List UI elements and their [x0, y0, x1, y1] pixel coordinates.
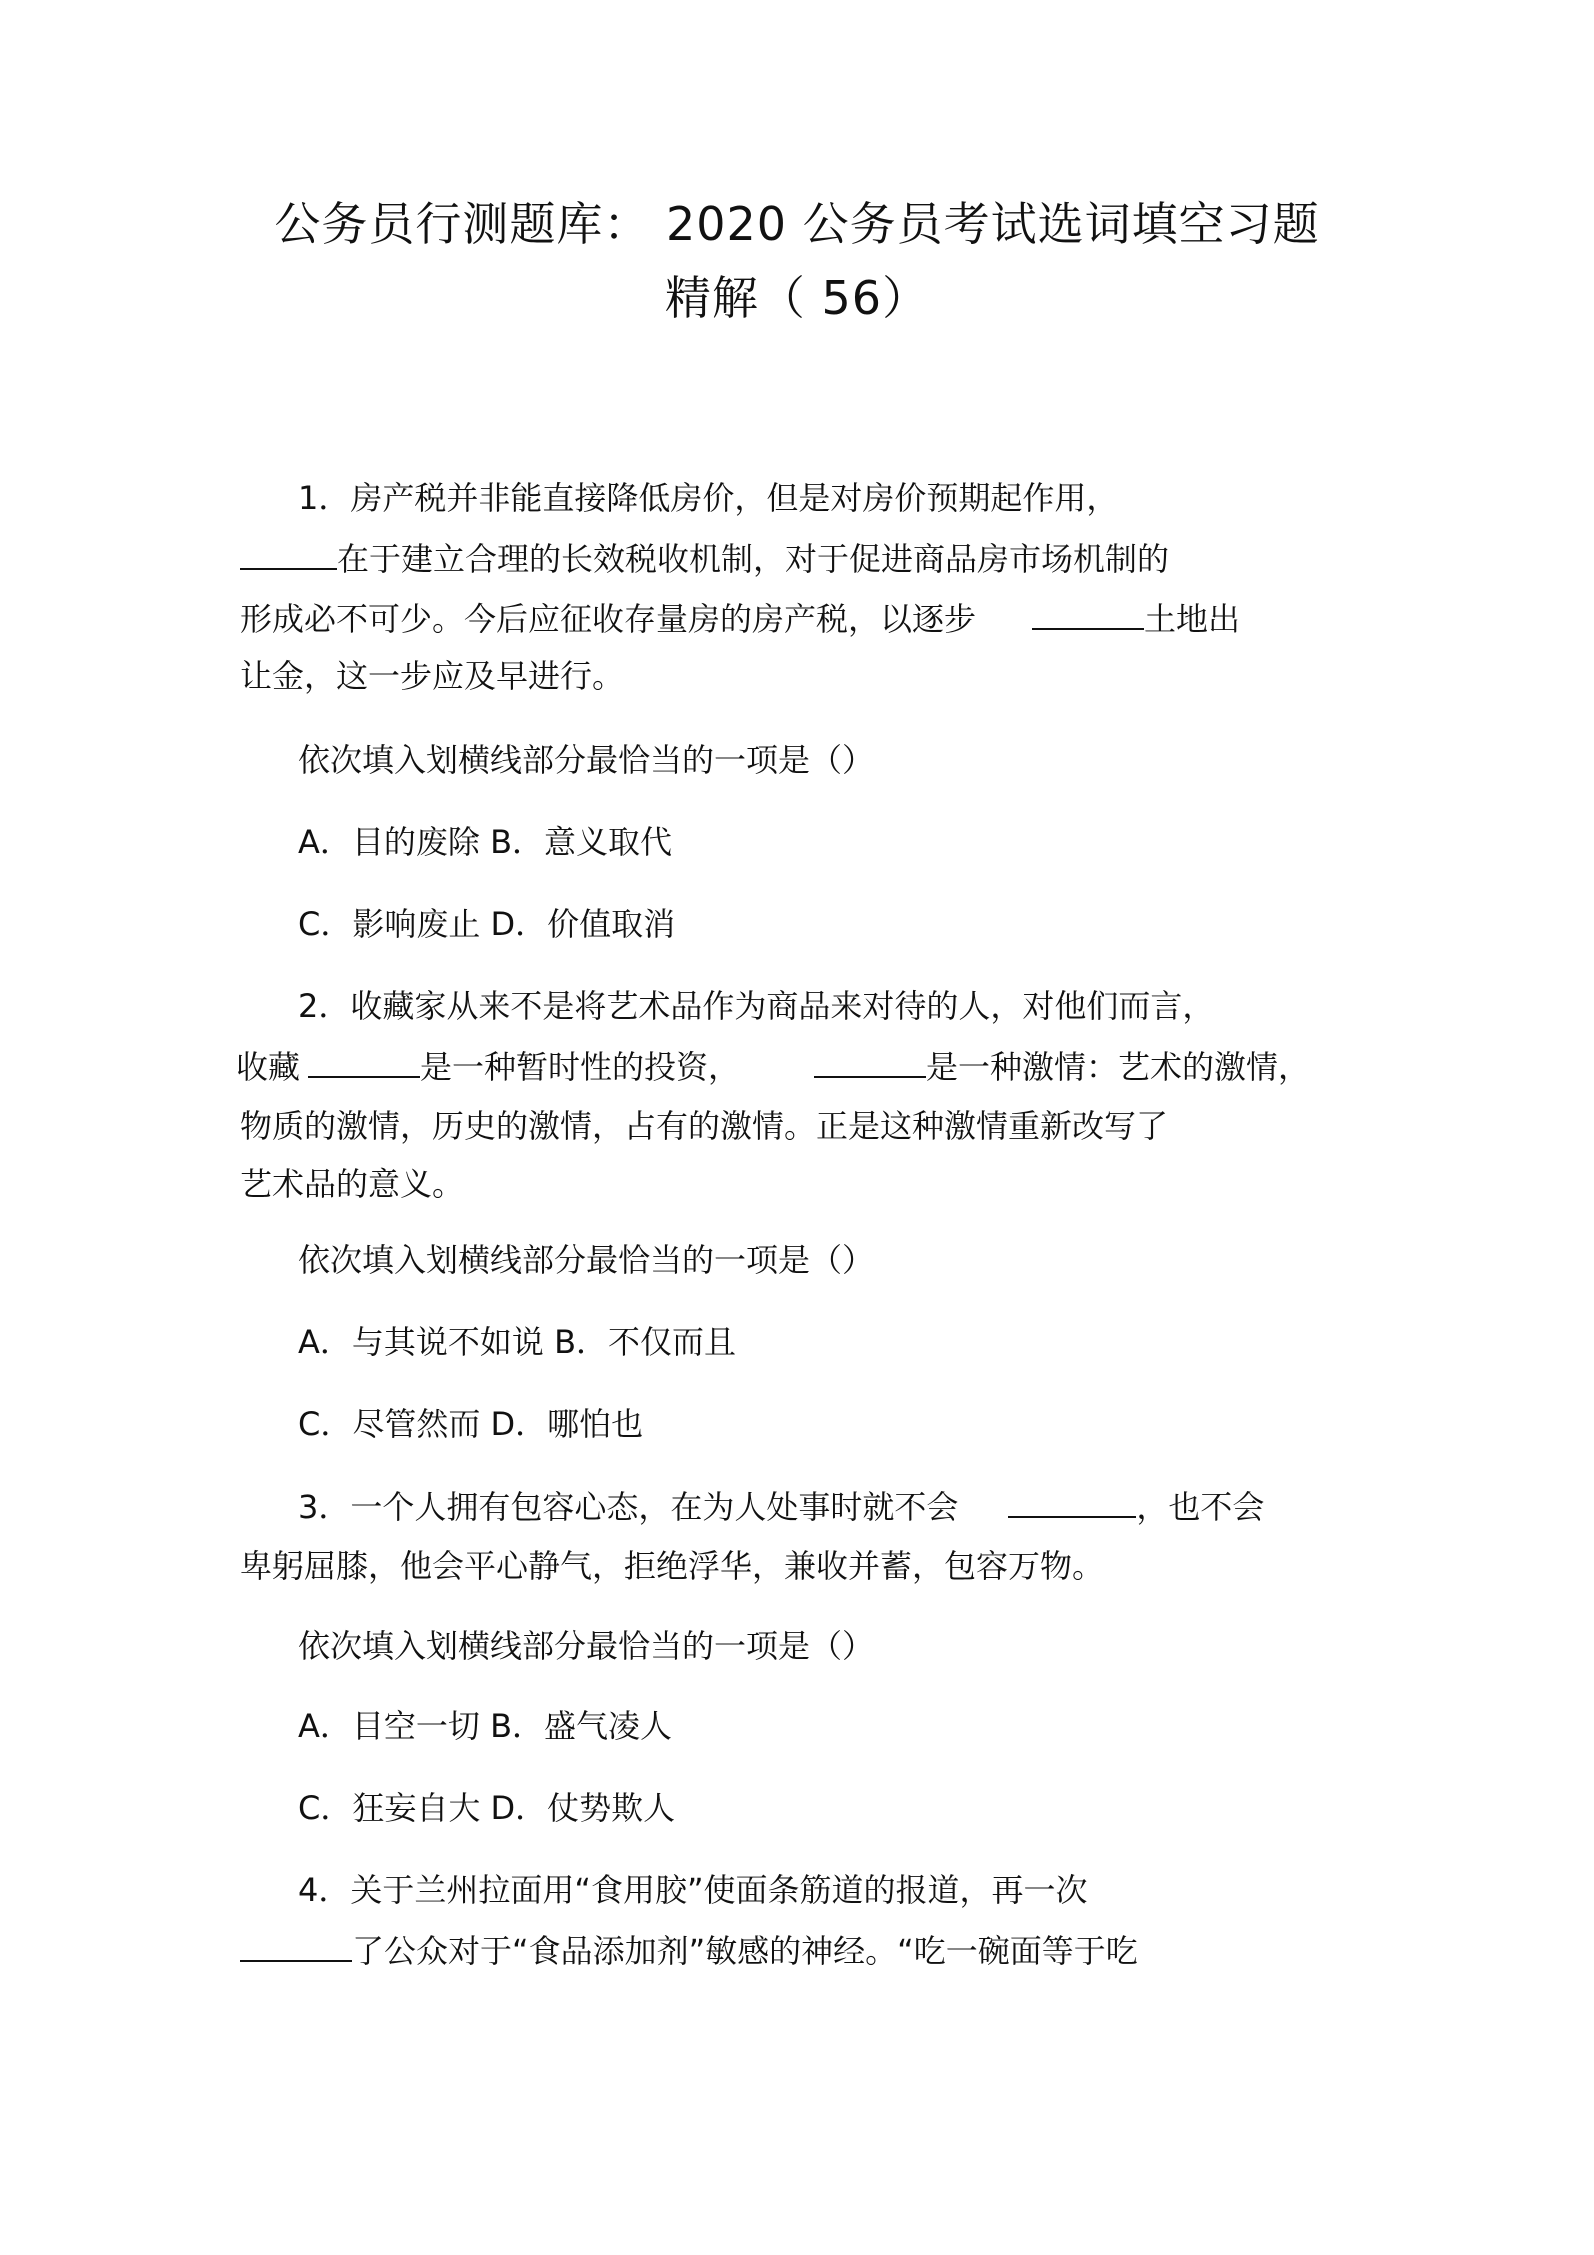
q1-line-2: [240, 538, 1169, 579]
q1-prompt: 依次填入划横线部分最恰当的一项是（）: [298, 741, 875, 779]
q4-line-2: [240, 1930, 1138, 1971]
q3-line-1-tail: ，也不会: [1136, 1488, 1265, 1526]
q2-option-ab: A．与其说不如说 B．不仅而且: [298, 1323, 737, 1361]
answer-blank[interactable]: [1032, 598, 1144, 630]
q1-line-3: [240, 598, 1240, 639]
q3-line-1-text: 3．一个人拥有包容心态，在为人处事时就不会: [298, 1488, 959, 1526]
q1-line-2-text: 在于建立合理的长效税收机制，对于促进商品房市场机制的: [337, 540, 1170, 578]
q3-line-1: [298, 1486, 1264, 1527]
q1-line-4: 让金，这一步应及早进行。: [240, 657, 625, 695]
q2-line-1: 2．收藏家从来不是将艺术品作为商品来对待的人，对他们而言，: [298, 987, 1215, 1025]
q4-line-1: 4．关于兰州拉面用“食用胶”使面条筋道的报道，再一次: [298, 1871, 1088, 1909]
title-line-2: 精解（ 56）: [664, 271, 930, 325]
q2-line-4: 艺术品的意义。: [240, 1165, 465, 1203]
q2-line-2-text-a: 收藏: [236, 1048, 301, 1086]
q1-line-3-tail: 土地出: [1144, 600, 1241, 638]
q1-option-cd: C．影响废止 D．价值取消: [298, 905, 676, 943]
answer-blank[interactable]: [240, 538, 337, 570]
q1-option-ab: A．目的废除 B．意义取代: [298, 823, 673, 861]
answer-blank[interactable]: [240, 1930, 352, 1962]
title-line-1: 公务员行测题库： 2020 公务员考试选词填空习题: [274, 197, 1320, 251]
q1-line-3-text: 形成必不可少。今后应征收存量房的房产税，以逐步: [240, 600, 977, 638]
q3-option-cd: C．狂妄自大 D．仗势欺人: [298, 1789, 676, 1827]
q2-prompt: 依次填入划横线部分最恰当的一项是（）: [298, 1241, 875, 1279]
answer-blank[interactable]: [814, 1046, 926, 1078]
q1-line-1: 1．房产税并非能直接降低房价，但是对房价预期起作用，: [298, 479, 1119, 517]
q2-line-2-text-b: 是一种暂时性的投资，: [420, 1048, 741, 1086]
q2-line-2: [236, 1046, 1310, 1087]
answer-blank[interactable]: [1008, 1486, 1136, 1518]
q3-line-2: 卑躬屈膝，他会平心静气，拒绝浮华，兼收并蓄，包容万物。: [240, 1547, 1105, 1585]
q4-line-2-text: 了公众对于“食品添加剂”敏感的神经。“吃一碗面等于吃: [352, 1932, 1138, 1970]
q3-prompt: 依次填入划横线部分最恰当的一项是（）: [298, 1627, 875, 1665]
q2-option-cd: C．尽管然而 D．哪怕也: [298, 1405, 644, 1443]
answer-blank[interactable]: [308, 1046, 420, 1078]
q2-line-2-text-c: 是一种激情：艺术的激情，: [926, 1048, 1311, 1086]
q2-line-3: 物质的激情，历史的激情，占有的激情。正是这种激情重新改写了: [240, 1107, 1169, 1145]
q3-option-ab: A．目空一切 B．盛气凌人: [298, 1707, 673, 1745]
